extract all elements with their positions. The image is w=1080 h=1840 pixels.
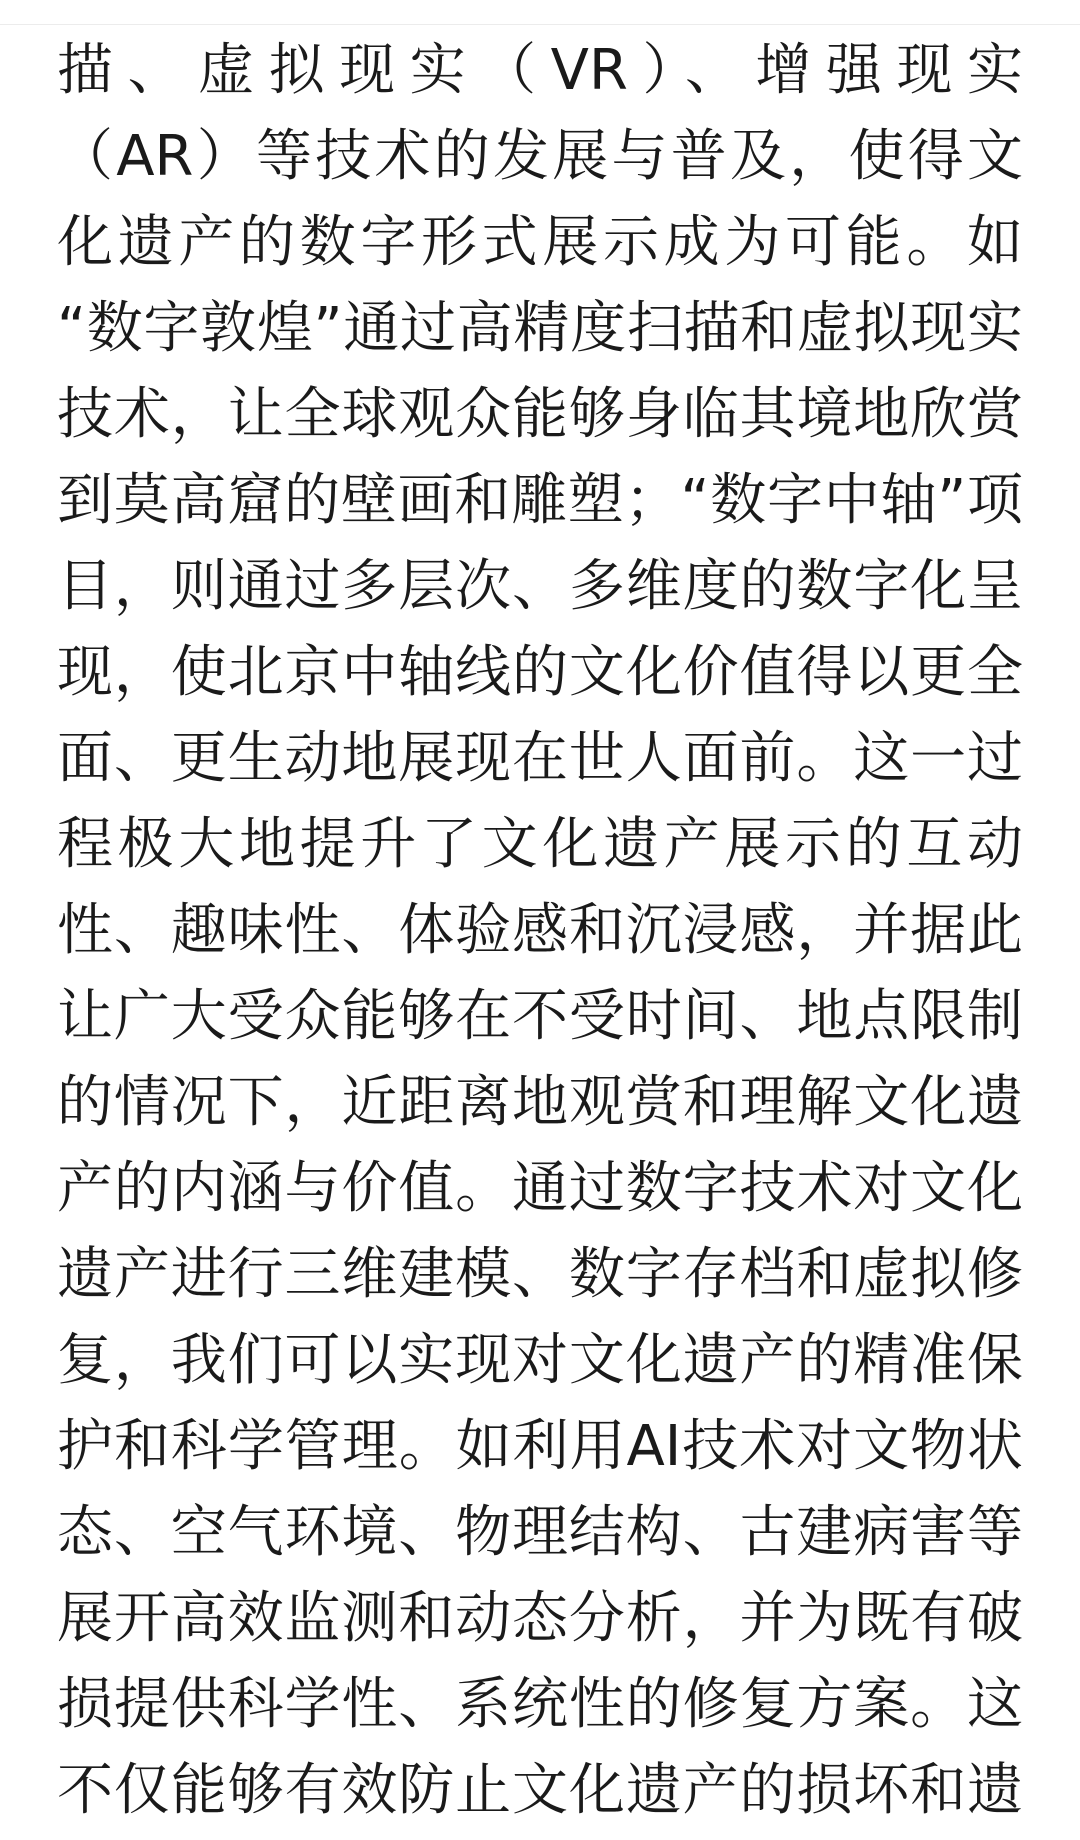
article-line-1: 描、虚拟现实（VR）、增强现实 (57, 38, 1023, 103)
article-line-16: 复，我们可以实现对文化遗产的精准保 (57, 1328, 1023, 1393)
article-line-20: 损提供科学性、系统性的修复方案。这 (57, 1672, 1023, 1737)
article-line-4: “数字敦煌”通过高精度扫描和虚拟现实 (57, 296, 1023, 361)
article-line-5: 技术，让全球观众能够身临其境地欣赏 (57, 382, 1023, 447)
article-line-19: 展开高效监测和动态分析，并为既有破 (57, 1586, 1023, 1651)
article-line-12: 让广大受众能够在不受时间、地点限制 (57, 984, 1023, 1049)
article-line-6: 到莫高窟的壁画和雕塑；“数字中轴”项 (57, 468, 1023, 533)
article-line-10: 程极大地提升了文化遗产展示的互动 (57, 812, 1023, 877)
article-line-9: 面、更生动地展现在世人面前。这一过 (57, 726, 1023, 791)
article-body[interactable] (57, 28, 1023, 1840)
top-divider (0, 24, 1080, 25)
article-line-13: 的情况下，近距离地观赏和理解文化遗 (57, 1070, 1023, 1135)
article-line-8: 现，使北京中轴线的文化价值得以更全 (57, 640, 1023, 705)
article-line-3: 化遗产的数字形式展示成为可能。如 (57, 210, 1023, 275)
article-line-15: 遗产进行三维建模、数字存档和虚拟修 (57, 1242, 1023, 1307)
article-line-11: 性、趣味性、体验感和沉浸感，并据此 (57, 898, 1023, 963)
article-line-18: 态、空气环境、物理结构、古建病害等 (57, 1500, 1023, 1565)
article-line-7: 目，则通过多层次、多维度的数字化呈 (57, 554, 1023, 619)
article-line-14: 产的内涵与价值。通过数字技术对文化 (57, 1156, 1023, 1221)
article-line-2: （AR）等技术的发展与普及，使得文 (57, 124, 1023, 189)
article-line-21: 不仅能够有效防止文化遗产的损坏和遗 (57, 1758, 1023, 1823)
article-line-17: 护和科学管理。如利用AI技术对文物状 (57, 1414, 1023, 1479)
